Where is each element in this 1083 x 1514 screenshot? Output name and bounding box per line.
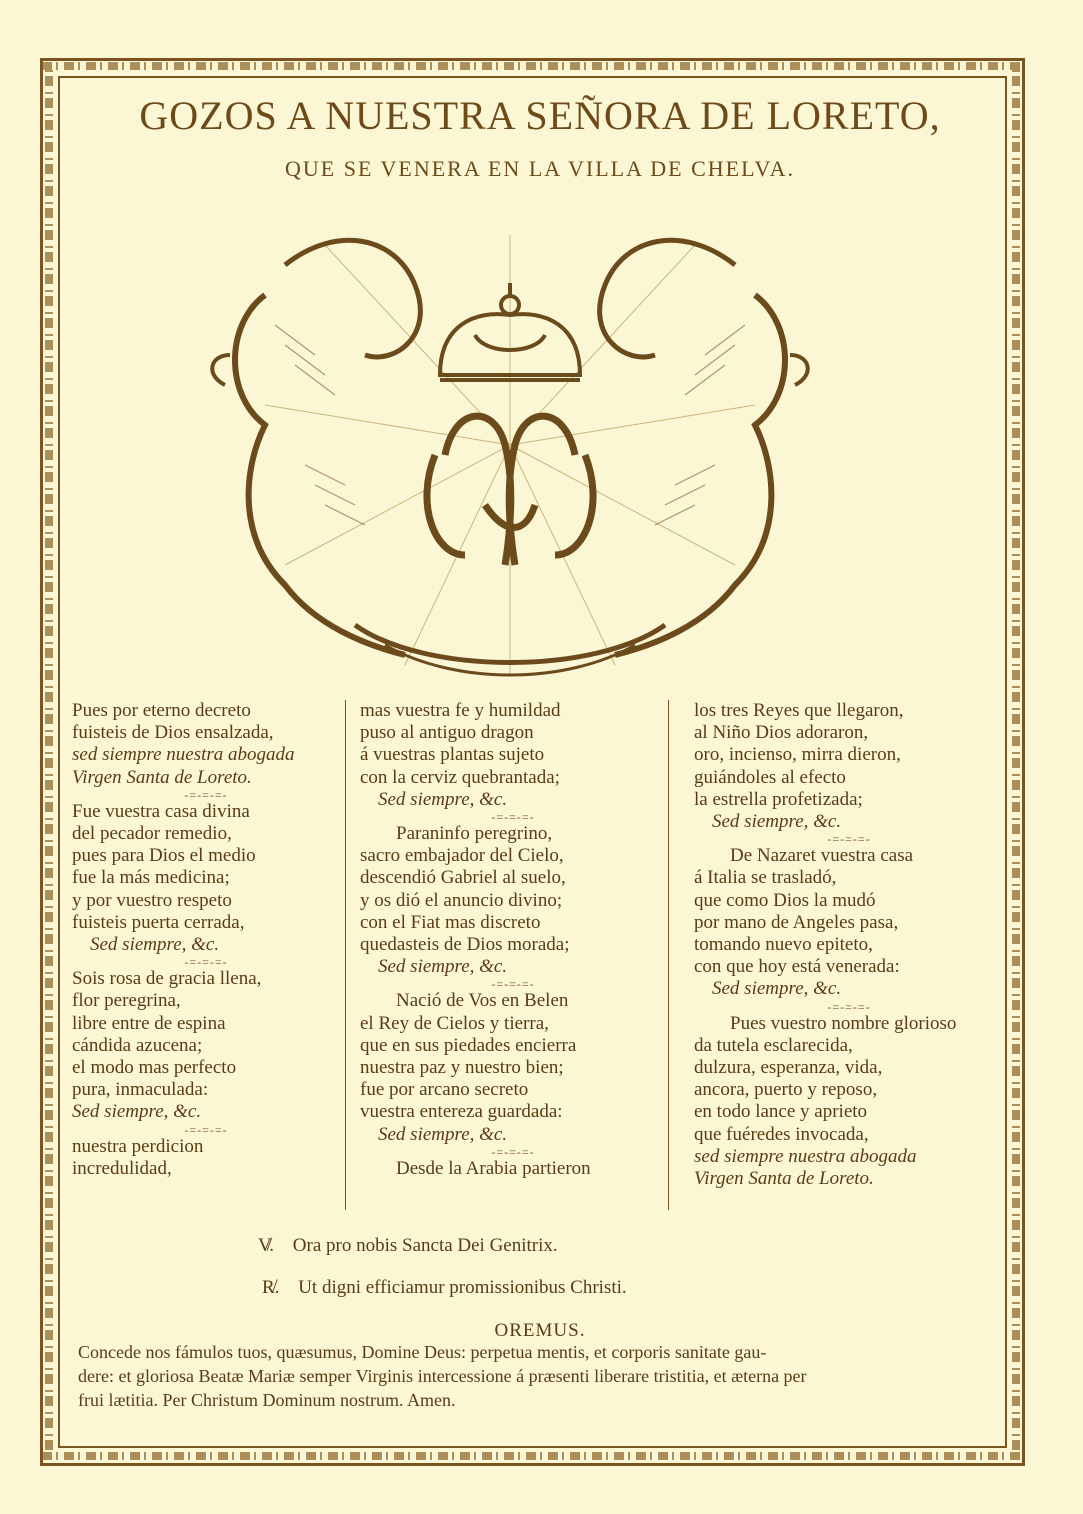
- left-chain-ornament: [45, 70, 53, 1450]
- verse-line: sed siempre nuestra abogada: [72, 744, 295, 766]
- verse-line: dulzura, esperanza, vida,: [694, 1057, 883, 1079]
- verse-line: sed siempre nuestra abogada: [694, 1145, 917, 1167]
- stanza-separator: -=-=-=-: [827, 999, 871, 1014]
- verse-line: cándida azucena;: [72, 1034, 203, 1056]
- column-divider: [345, 700, 346, 1210]
- verse-line: Sed siempre, &c.: [712, 978, 842, 1000]
- verse-line: con la cerviz quebrantada;: [360, 766, 560, 788]
- verse-line: puso al antiguo dragon: [360, 722, 534, 744]
- verse-line: Virgen Santa de Loreto.: [72, 766, 252, 788]
- prayer-text: [78, 1340, 998, 1412]
- verse-line: pura, inmaculada:: [72, 1079, 209, 1101]
- verse-line: Sed siempre, &c.: [378, 956, 508, 978]
- verse-line: pues para Dios el medio: [72, 845, 256, 867]
- response: [262, 1277, 627, 1299]
- verse-line: incredulidad,: [72, 1157, 172, 1179]
- bottom-chain-ornament: [42, 1452, 1023, 1460]
- right-chain-ornament: [1012, 70, 1020, 1450]
- verse-line: que fuéredes invocada,: [694, 1123, 869, 1145]
- prayer-line: Concede nos fámulos tuos, quæsumus, Domine Deus: perpetua mentis, et corporis sanitate gau-: [78, 1342, 767, 1362]
- verse-line: fuisteis puerta cerrada,: [72, 911, 245, 933]
- verse-line: á Italia se trasladó,: [694, 867, 837, 889]
- verse-line: fue la más medicina;: [72, 867, 230, 889]
- oremus-heading: OREMUS.: [494, 1320, 586, 1341]
- verse-line: da tutela esclarecida,: [694, 1034, 853, 1056]
- verse-line: á vuestras plantas sujeto: [360, 744, 545, 766]
- verse-line: del pecador remedio,: [72, 823, 232, 845]
- verse-line: ancora, puerto y reposo,: [694, 1079, 878, 1101]
- verse-line: Sois rosa de gracia llena,: [72, 968, 262, 990]
- verse-line: y por vuestro respeto: [72, 889, 232, 911]
- verse-line: De Nazaret vuestra casa: [730, 845, 914, 867]
- verse-line: con que hoy está venerada:: [694, 956, 900, 978]
- stanza-separator: -=-=-=-: [184, 1122, 228, 1137]
- versicle-text: Ora pro nobis Sancta Dei Genitrix.: [292, 1235, 558, 1256]
- verse-line: Sed siempre, &c.: [90, 934, 220, 956]
- verse-line: nuestra perdicion: [72, 1135, 204, 1157]
- response-symbol: R̸.: [262, 1277, 280, 1298]
- versicle: [258, 1235, 558, 1257]
- verse-column-2: [360, 700, 666, 1180]
- verse-line: mas vuestra fe y humildad: [360, 700, 561, 721]
- verse-line: al Niño Dios adoraron,: [694, 722, 869, 744]
- stanza-separator: -=-=-=-: [491, 809, 535, 824]
- stanza-separator: -=-=-=-: [491, 1144, 535, 1159]
- verse-line: guiándoles al efecto: [694, 766, 846, 788]
- verse-line: Nació de Vos en Belen: [396, 990, 569, 1012]
- verse-line: fuisteis de Dios ensalzada,: [72, 722, 274, 744]
- column-divider: [668, 700, 669, 1210]
- verse-line: Paraninfo peregrino,: [396, 823, 553, 845]
- stanza-separator: -=-=-=-: [491, 977, 535, 992]
- verse-line: Sed siempre, &c.: [712, 811, 842, 833]
- verse-line: libre entre de espina: [72, 1012, 226, 1034]
- verse-line: por mano de Angeles pasa,: [694, 911, 899, 933]
- verse-line: flor peregrina,: [72, 990, 181, 1012]
- verse-line: los tres Reyes que llegaron,: [694, 700, 904, 721]
- stanza-separator: -=-=-=-: [184, 955, 228, 970]
- verse-line: Fue vuestra casa divina: [72, 800, 250, 822]
- prayer-line: frui lætitia. Per Christum Dominum nostrum. Amen.: [78, 1390, 456, 1410]
- verse-column-1: [72, 700, 340, 1180]
- verse-line: oro, incienso, mirra dieron,: [694, 744, 901, 766]
- stanza-separator: -=-=-=-: [827, 832, 871, 847]
- verse-line: la estrella profetizada;: [694, 788, 863, 810]
- verse-line: el modo mas perfecto: [72, 1057, 237, 1079]
- stanza-separator: -=-=-=-: [184, 787, 228, 802]
- page-subtitle: QUE SE VENERA EN LA VILLA DE CHELVA.: [285, 156, 795, 181]
- verse-line: que en sus piedades encierra: [360, 1034, 577, 1056]
- verse-line: Sed siempre, &c.: [378, 1123, 508, 1145]
- verse-line: quedasteis de Dios morada;: [360, 934, 570, 956]
- verse-line: el Rey de Cielos y tierra,: [360, 1012, 549, 1034]
- verse-line: vuestra entereza guardada:: [360, 1101, 563, 1123]
- verse-line: Desde la Arabia partieron: [396, 1157, 591, 1179]
- response-text: Ut digni efficiamur promissionibus Christi.: [298, 1277, 627, 1298]
- verse-line: que como Dios la mudó: [694, 889, 876, 911]
- verse-line: nuestra paz y nuestro bien;: [360, 1057, 564, 1079]
- verse-line: y os dió el anuncio divino;: [360, 889, 563, 911]
- verse-line: con el Fiat mas discreto: [360, 911, 541, 933]
- verse-line: Pues vuestro nombre glorioso: [730, 1012, 957, 1034]
- verse-line: descendió Gabriel al suelo,: [360, 867, 566, 889]
- verse-line: en todo lance y aprieto: [694, 1101, 868, 1123]
- top-chain-ornament: [42, 62, 1023, 70]
- verse-line: Sed siempre, &c.: [72, 1101, 202, 1123]
- verse-line: fue por arcano secreto: [360, 1079, 529, 1101]
- verse-line: sacro embajador del Cielo,: [360, 845, 564, 867]
- verse-column-3: [694, 700, 1004, 1190]
- prayer-line: dere: et gloriosa Beatæ Mariæ semper Virginis intercessione á præsenti liberare tristitia, et æterna per: [78, 1366, 807, 1386]
- page-title: GOZOS A NUESTRA SEÑORA DE LORETO,: [139, 93, 941, 138]
- verse-line: Virgen Santa de Loreto.: [694, 1168, 874, 1190]
- marian-monogram-crown-icon: [205, 205, 815, 685]
- verse-line: Sed siempre, &c.: [378, 788, 508, 810]
- verse-line: tomando nuevo epiteto,: [694, 934, 873, 956]
- verse-line: Pues por eterno decreto: [72, 700, 251, 721]
- versicle-symbol: V̸.: [258, 1235, 275, 1256]
